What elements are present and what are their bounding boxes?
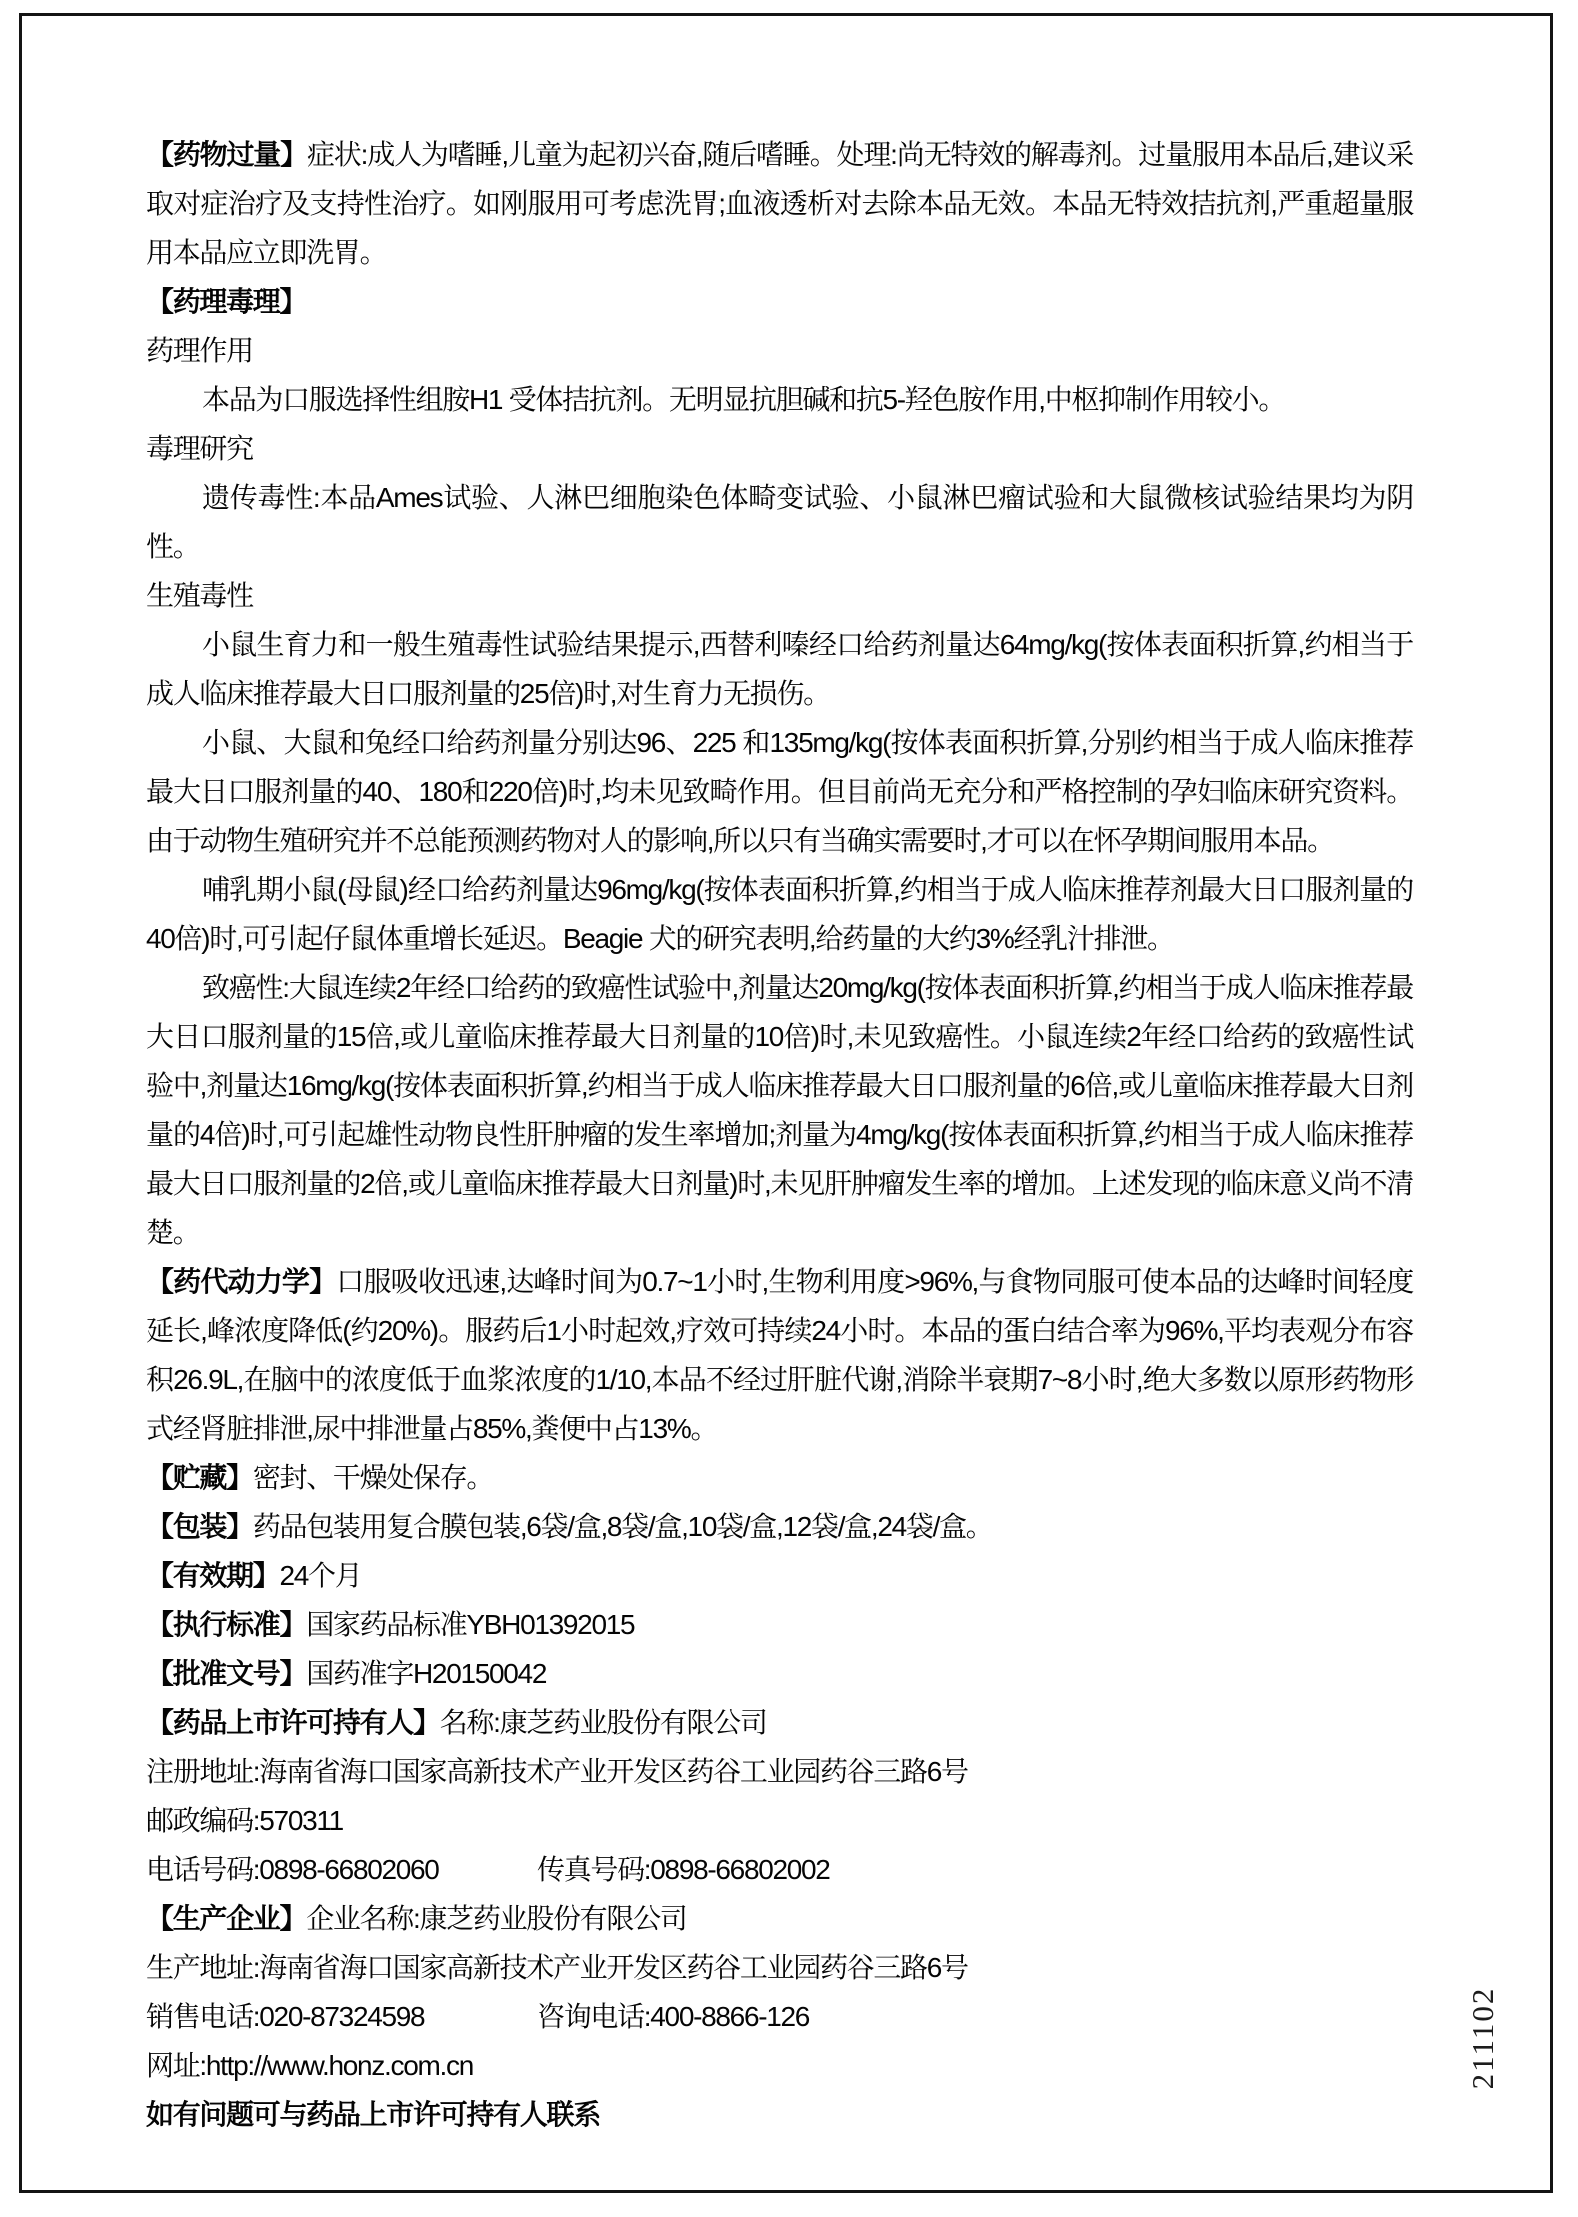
body-text: 邮政编码:570311: [146, 1805, 343, 1836]
section-text-license-holder: 名称:康芝药业股份有限公司: [439, 1707, 767, 1738]
section-pharmacokinetics: [146, 1257, 1413, 1453]
section-text-executive-standard: 国家药品标准YBH01392015: [306, 1609, 635, 1640]
body-text: 小鼠生育力和一般生殖毒性试验结果提示,西替利嗪经口给药剂量达64mg/kg(按体表面积折算,约相当于成人临床推荐最大日口服剂量的25倍)时,对生育力无损伤。: [146, 629, 1413, 709]
consult-phone: 咨询电话:400-8866-126: [537, 2001, 810, 2032]
subheading-text: 生殖毒性: [146, 580, 253, 611]
body-text: 本品为口服选择性组胺H1 受体拮抗剂。无明显抗胆碱和抗5-羟色胺作用,中枢抑制作用较小。: [202, 384, 1286, 415]
subheading-toxicology-research: [146, 424, 1413, 473]
body-text: 哺乳期小鼠(母鼠)经口给药剂量达96mg/kg(按体表面积折算,约相当于成人临床推荐剂最大日口服剂量的40倍)时,可引起仔鼠体重增长延迟。Beagie 犬的研究表明,给药量的大约3%经乳汁排泄。: [146, 874, 1413, 954]
section-label-pharmacology-toxicology: 【药理毒理】: [146, 286, 307, 317]
section-text-manufacturer: 企业名称:康芝药业股份有限公司: [306, 1903, 687, 1934]
lactation-study-text: [146, 865, 1413, 963]
holder-registered-address: [146, 1747, 1413, 1796]
section-pharmacology-toxicology: [146, 277, 1413, 326]
section-label-manufacturer: 【生产企业】: [146, 1903, 307, 1934]
section-text-overdose: 症状:成人为嗜睡,儿童为起初兴奋,随后嗜睡。处理:尚无特效的解毒剂。过量服用本品后,建议采取对症治疗及支持性治疗。如刚服用可考虑洗胃;血液透析对去除本品无效。本品无特效拮抗剂,严重超量服用本品应立即洗胃。: [146, 139, 1413, 268]
section-label-overdose: 【药物过量】: [146, 139, 307, 170]
body-text: 致癌性:大鼠连续2年经口给药的致癌性试验中,剂量达20mg/kg(按体表面积折算,约相当于成人临床推荐最大日口服剂量的15倍,或儿童临床推荐最大日剂量的10倍)时,未见致癌性。小鼠连续2年经口给药的致癌性试验中,剂量达16mg/kg(按体表面积折算,约相当于成人临床推荐最大日口服剂量的6倍,或儿童临床推荐最大日剂量的4倍)时,可引起雄性动物良性肝肿瘤的发生率增加;剂量为4mg/kg(按体表面积折算,约相当于成人临床推荐最大日口服剂量的2倍,或儿童临床推荐最大日剂量)时,未见肝肿瘤发生率的增加。上述发现的临床意义尚不清楚。: [146, 972, 1413, 1248]
website-url: 网址:http://www.honz.com.cn: [146, 2050, 473, 2081]
body-text: 遗传毒性:本品Ames试验、人淋巴细胞染色体畸变试验、小鼠淋巴瘤试验和大鼠微核试验结果均为阴性。: [146, 482, 1413, 562]
section-label-validity-period: 【有效期】: [146, 1560, 280, 1591]
section-label-packaging: 【包装】: [146, 1511, 253, 1542]
body-text: 注册地址:海南省海口国家高新技术产业开发区药谷工业园药谷三路6号: [146, 1756, 968, 1787]
phone-number: 电话号码:0898-66802060: [146, 1854, 439, 1885]
sales-phone: 销售电话:020-87324598: [146, 2001, 425, 2032]
holder-postal-code: [146, 1796, 1413, 1845]
batch-code: 211102: [1465, 1986, 1500, 2090]
section-storage: [146, 1453, 1413, 1502]
pharmacologic-action-text: [146, 375, 1413, 424]
subheading-text: 毒理研究: [146, 433, 253, 464]
contact-note-text: 如有问题可与药品上市许可持有人联系: [146, 2099, 600, 2130]
subheading-text: 药理作用: [146, 335, 253, 366]
section-label-license-holder: 【药品上市许可持有人】: [146, 1707, 440, 1738]
genetic-toxicity-text: [146, 473, 1413, 571]
section-text-packaging: 药品包装用复合膜包装,6袋/盒,8袋/盒,10袋/盒,12袋/盒,24袋/盒。: [252, 1511, 993, 1542]
holder-phone-fax: [146, 1845, 1413, 1894]
section-license-holder: [146, 1698, 1413, 1747]
contact-note: [146, 2090, 1413, 2139]
fertility-study-text: [146, 620, 1413, 718]
section-label-executive-standard: 【执行标准】: [146, 1609, 307, 1640]
section-label-approval-number: 【批准文号】: [146, 1658, 307, 1689]
section-label-pharmacokinetics: 【药代动力学】: [146, 1266, 337, 1297]
section-packaging: [146, 1502, 1413, 1551]
section-validity-period: [146, 1551, 1413, 1600]
carcinogenicity-study-text: [146, 963, 1413, 1257]
website-line: [146, 2041, 1413, 2090]
fax-number: 传真号码:0898-66802002: [537, 1854, 830, 1885]
subheading-pharmacologic-action: [146, 326, 1413, 375]
body-text: 生产地址:海南省海口国家高新技术产业开发区药谷工业园药谷三路6号: [146, 1952, 968, 1983]
teratogenicity-study-text: [146, 718, 1413, 865]
section-overdose: [146, 130, 1413, 277]
section-text-validity-period: 24个月: [279, 1560, 362, 1591]
sales-consult-phones: [146, 1992, 1413, 2041]
section-executive-standard: [146, 1600, 1413, 1649]
section-approval-number: [146, 1649, 1413, 1698]
document-body: [146, 130, 1413, 2139]
section-manufacturer: [146, 1894, 1413, 1943]
section-text-storage: 密封、干燥处保存。: [252, 1462, 494, 1493]
section-text-pharmacokinetics: 口服吸收迅速,达峰时间为0.7~1小时,生物利用度>96%,与食物同服可使本品的达峰时间轻度延长,峰浓度降低(约20%)。服药后1小时起效,疗效可持续24小时。本品的蛋白结合率为96%,平均表观分布容积26.9L,在脑中的浓度低于血浆浓度的1/10,本品不经过肝脏代谢,消除半衰期7~8小时,绝大多数以原形药物形式经肾脏排泄,尿中排泄量占85%,粪便中占13%。: [146, 1266, 1413, 1444]
subheading-reproductive-toxicity: [146, 571, 1413, 620]
body-text: 小鼠、大鼠和兔经口给药剂量分别达96、225 和135mg/kg(按体表面积折算,分别约相当于成人临床推荐最大日口服剂量的40、180和220倍)时,均未见致畸作用。但目前尚无充分和严格控制的孕妇临床研究资料。由于动物生殖研究并不总能预测药物对人的影响,所以只有当确实需要时,才可以在怀孕期间服用本品。: [146, 727, 1413, 856]
section-text-approval-number: 国药准字H20150042: [306, 1658, 547, 1689]
production-address: [146, 1943, 1413, 1992]
section-label-storage: 【贮藏】: [146, 1462, 253, 1493]
